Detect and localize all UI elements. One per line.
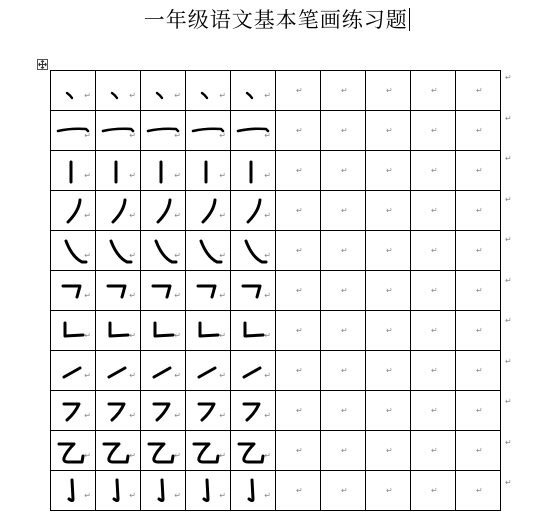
grid-row-hengpie <box>51 391 501 431</box>
paragraph-mark-icon: ↵ <box>219 491 226 500</box>
paragraph-mark-icon: ↵ <box>476 366 483 375</box>
empty-practice-cell[interactable] <box>276 431 321 471</box>
stroke-cell[interactable] <box>96 111 141 151</box>
empty-practice-cell[interactable] <box>366 111 411 151</box>
paragraph-mark-icon: ↵ <box>386 446 393 455</box>
stroke-cell[interactable] <box>186 111 231 151</box>
empty-practice-cell[interactable] <box>411 231 456 271</box>
document-title[interactable] <box>0 6 554 34</box>
stroke-cell[interactable] <box>186 351 231 391</box>
empty-practice-cell[interactable] <box>276 151 321 191</box>
stroke-cell[interactable] <box>231 191 276 231</box>
empty-practice-cell[interactable] <box>411 191 456 231</box>
empty-practice-cell[interactable] <box>321 471 366 511</box>
empty-practice-cell[interactable] <box>321 111 366 151</box>
stroke-cell[interactable] <box>231 471 276 511</box>
stroke-cell[interactable] <box>96 431 141 471</box>
empty-practice-cell[interactable] <box>456 311 501 351</box>
paragraph-mark-icon: ↵ <box>219 371 226 380</box>
empty-practice-cell[interactable] <box>456 71 501 111</box>
stroke-cell[interactable] <box>51 431 96 471</box>
stroke-cell[interactable] <box>231 151 276 191</box>
paragraph-mark-icon: ↵ <box>264 131 271 140</box>
empty-practice-cell[interactable] <box>321 431 366 471</box>
paragraph-mark-icon: ↵ <box>264 171 271 180</box>
paragraph-mark-icon: ↵ <box>264 251 271 260</box>
stroke-cell[interactable] <box>141 391 186 431</box>
empty-practice-cell[interactable] <box>456 151 501 191</box>
paragraph-mark-icon: ↵ <box>296 446 303 455</box>
paragraph-mark-icon: ↵ <box>264 411 271 420</box>
paragraph-mark-icon: ↵ <box>174 251 181 260</box>
empty-practice-cell[interactable] <box>276 231 321 271</box>
paragraph-mark-icon: ↵ <box>219 171 226 180</box>
stroke-cell[interactable] <box>141 311 186 351</box>
empty-practice-cell[interactable] <box>321 71 366 111</box>
paragraph-mark-icon: ↵ <box>129 91 136 100</box>
empty-practice-cell[interactable] <box>456 271 501 311</box>
end-of-row-mark-icon: ↵ <box>505 478 512 487</box>
empty-practice-cell[interactable] <box>411 351 456 391</box>
paragraph-mark-icon: ↵ <box>129 251 136 260</box>
paragraph-mark-icon: ↵ <box>296 286 303 295</box>
paragraph-mark-icon: ↵ <box>219 91 226 100</box>
empty-practice-cell[interactable] <box>366 471 411 511</box>
empty-practice-cell[interactable] <box>456 191 501 231</box>
empty-practice-cell[interactable] <box>321 391 366 431</box>
empty-practice-cell[interactable] <box>321 311 366 351</box>
paragraph-mark-icon: ↵ <box>431 486 438 495</box>
stroke-cell[interactable] <box>141 431 186 471</box>
end-of-row-mark-icon: ↵ <box>505 437 512 447</box>
stroke-cell[interactable] <box>96 271 141 311</box>
paragraph-mark-icon: ↵ <box>264 291 271 300</box>
table-move-handle-icon[interactable] <box>37 59 48 70</box>
empty-practice-cell[interactable] <box>411 151 456 191</box>
paragraph-mark-icon: ↵ <box>476 206 483 215</box>
stroke-cell[interactable] <box>51 311 96 351</box>
text-cursor <box>409 8 411 31</box>
stroke-cell[interactable] <box>96 391 141 431</box>
paragraph-mark-icon: ↵ <box>219 251 226 260</box>
empty-practice-cell[interactable] <box>366 351 411 391</box>
paragraph-mark-icon: ↵ <box>174 291 181 300</box>
paragraph-mark-icon: ↵ <box>129 371 136 380</box>
paragraph-mark-icon: ↵ <box>476 86 483 95</box>
paragraph-mark-icon: ↵ <box>476 446 483 455</box>
stroke-cell[interactable] <box>96 191 141 231</box>
paragraph-mark-icon: ↵ <box>476 486 483 495</box>
paragraph-mark-icon: ↵ <box>174 131 181 140</box>
stroke-cell[interactable] <box>231 231 276 271</box>
paragraph-mark-icon: ↵ <box>129 411 136 420</box>
paragraph-mark-icon: ↵ <box>431 126 438 135</box>
end-of-row-mark-icon: ↵ <box>505 397 512 406</box>
paragraph-mark-icon: ↵ <box>84 411 91 420</box>
paragraph-mark-icon: ↵ <box>84 291 91 300</box>
grid-row-dian <box>51 71 501 111</box>
paragraph-mark-icon: ↵ <box>129 171 136 180</box>
paragraph-mark-icon: ↵ <box>219 291 226 300</box>
paragraph-mark-icon: ↵ <box>296 246 303 255</box>
paragraph-mark-icon: ↵ <box>264 451 271 460</box>
paragraph-mark-icon: ↵ <box>431 406 438 415</box>
empty-practice-cell[interactable] <box>366 231 411 271</box>
paragraph-mark-icon: ↵ <box>84 251 91 260</box>
paragraph-mark-icon: ↵ <box>386 326 393 335</box>
paragraph-mark-icon: ↵ <box>341 246 348 255</box>
stroke-cell[interactable] <box>186 311 231 351</box>
stroke-cell[interactable] <box>231 391 276 431</box>
stroke-cell[interactable] <box>186 231 231 271</box>
stroke-cell[interactable] <box>96 231 141 271</box>
paragraph-mark-icon: ↵ <box>84 491 91 500</box>
stroke-cell[interactable] <box>231 271 276 311</box>
paragraph-mark-icon: ↵ <box>129 331 136 340</box>
paragraph-mark-icon: ↵ <box>476 166 483 175</box>
paragraph-mark-icon: ↵ <box>84 371 91 380</box>
paragraph-mark-icon: ↵ <box>476 126 483 135</box>
paragraph-mark-icon: ↵ <box>341 406 348 415</box>
paragraph-mark-icon: ↵ <box>386 406 393 415</box>
empty-practice-cell[interactable] <box>411 111 456 151</box>
paragraph-mark-icon: ↵ <box>296 166 303 175</box>
grid-row-shu <box>51 151 501 191</box>
paragraph-mark-icon: ↵ <box>386 286 393 295</box>
paragraph-mark-icon: ↵ <box>341 446 348 455</box>
stroke-cell[interactable] <box>186 71 231 111</box>
stroke-cell[interactable] <box>51 351 96 391</box>
stroke-cell[interactable] <box>51 391 96 431</box>
paragraph-mark-icon: ↵ <box>476 406 483 415</box>
empty-practice-cell[interactable] <box>456 431 501 471</box>
paragraph-mark-icon: ↵ <box>219 451 226 460</box>
paragraph-mark-icon: ↵ <box>264 491 271 500</box>
empty-practice-cell[interactable] <box>276 351 321 391</box>
stroke-cell[interactable] <box>141 471 186 511</box>
paragraph-mark-icon: ↵ <box>476 326 483 335</box>
stroke-cell[interactable] <box>186 391 231 431</box>
paragraph-mark-icon: ↵ <box>84 171 91 180</box>
grid-row-hengzhewangou <box>51 431 501 471</box>
stroke-cell[interactable] <box>96 471 141 511</box>
empty-practice-cell[interactable] <box>276 471 321 511</box>
empty-practice-cell[interactable] <box>366 71 411 111</box>
paragraph-mark-icon: ↵ <box>386 126 393 135</box>
empty-practice-cell[interactable] <box>366 431 411 471</box>
empty-practice-cell[interactable] <box>321 191 366 231</box>
paragraph-mark-icon: ↵ <box>476 286 483 295</box>
empty-practice-cell[interactable] <box>411 471 456 511</box>
paragraph-mark-icon: ↵ <box>174 91 181 100</box>
title-text: 一年级语文基本笔画练习题 <box>143 8 408 32</box>
paragraph-mark-icon: ↵ <box>219 411 226 420</box>
stroke-cell[interactable] <box>51 271 96 311</box>
empty-practice-cell[interactable] <box>411 431 456 471</box>
end-of-row-mark-icon: ↵ <box>505 235 512 244</box>
empty-practice-cell[interactable] <box>411 311 456 351</box>
grid-row-na <box>51 231 501 271</box>
stroke-cell[interactable] <box>141 271 186 311</box>
grid-row-heng <box>51 111 501 151</box>
empty-practice-cell[interactable] <box>276 271 321 311</box>
paragraph-mark-icon: ↵ <box>129 211 136 220</box>
stroke-cell[interactable] <box>51 231 96 271</box>
stroke-cell[interactable] <box>51 471 96 511</box>
end-of-row-mark-icon: ↵ <box>505 275 512 285</box>
stroke-cell[interactable] <box>141 351 186 391</box>
empty-practice-cell[interactable] <box>276 111 321 151</box>
empty-practice-cell[interactable] <box>411 391 456 431</box>
empty-practice-cell[interactable] <box>456 471 501 511</box>
paragraph-mark-icon: ↵ <box>386 366 393 375</box>
paragraph-mark-icon: ↵ <box>174 211 181 220</box>
paragraph-mark-icon: ↵ <box>296 86 303 95</box>
stroke-cell[interactable] <box>141 231 186 271</box>
paragraph-mark-icon: ↵ <box>174 331 181 340</box>
paragraph-mark-icon: ↵ <box>296 206 303 215</box>
empty-practice-cell[interactable] <box>321 151 366 191</box>
paragraph-mark-icon: ↵ <box>431 86 438 95</box>
paragraph-mark-icon: ↵ <box>129 131 136 140</box>
stroke-cell[interactable] <box>51 71 96 111</box>
paragraph-mark-icon: ↵ <box>341 486 348 495</box>
paragraph-mark-icon: ↵ <box>264 91 271 100</box>
stroke-cell[interactable] <box>231 431 276 471</box>
stroke-cell[interactable] <box>231 111 276 151</box>
empty-practice-cell[interactable] <box>456 351 501 391</box>
paragraph-mark-icon: ↵ <box>174 171 181 180</box>
stroke-cell[interactable] <box>231 351 276 391</box>
paragraph-mark-icon: ↵ <box>129 291 136 300</box>
stroke-cell[interactable] <box>141 151 186 191</box>
paragraph-mark-icon: ↵ <box>174 371 181 380</box>
end-of-row-mark-icon: ↵ <box>505 194 512 204</box>
paragraph-mark-icon: ↵ <box>264 371 271 380</box>
empty-practice-cell[interactable] <box>276 391 321 431</box>
end-of-row-mark-icon: ↵ <box>505 154 512 163</box>
stroke-cell[interactable] <box>186 151 231 191</box>
paragraph-mark-icon: ↵ <box>431 166 438 175</box>
paragraph-mark-icon: ↵ <box>296 366 303 375</box>
grid-row-hengzhe <box>51 271 501 311</box>
paragraph-mark-icon: ↵ <box>386 486 393 495</box>
empty-practice-cell[interactable] <box>366 311 411 351</box>
empty-practice-cell[interactable] <box>366 151 411 191</box>
paragraph-mark-icon: ↵ <box>476 246 483 255</box>
empty-practice-cell[interactable] <box>456 111 501 151</box>
paragraph-mark-icon: ↵ <box>264 211 271 220</box>
paragraph-mark-icon: ↵ <box>431 366 438 375</box>
paragraph-mark-icon: ↵ <box>296 406 303 415</box>
empty-practice-cell[interactable] <box>276 71 321 111</box>
stroke-cell[interactable] <box>231 311 276 351</box>
stroke-cell[interactable] <box>231 71 276 111</box>
end-of-row-mark-icon: ↵ <box>505 316 512 325</box>
paragraph-mark-icon: ↵ <box>386 206 393 215</box>
stroke-cell[interactable] <box>186 471 231 511</box>
stroke-cell[interactable] <box>96 311 141 351</box>
paragraph-mark-icon: ↵ <box>219 131 226 140</box>
paragraph-mark-icon: ↵ <box>431 246 438 255</box>
end-of-row-mark-icon: ↵ <box>505 113 512 123</box>
paragraph-mark-icon: ↵ <box>219 211 226 220</box>
empty-practice-cell[interactable] <box>456 391 501 431</box>
stroke-cell[interactable] <box>141 111 186 151</box>
paragraph-mark-icon: ↵ <box>386 246 393 255</box>
paragraph-mark-icon: ↵ <box>431 326 438 335</box>
empty-practice-cell[interactable] <box>321 271 366 311</box>
paragraph-mark-icon: ↵ <box>264 331 271 340</box>
empty-practice-cell[interactable] <box>276 191 321 231</box>
grid-row-pie <box>51 191 501 231</box>
paragraph-mark-icon: ↵ <box>296 326 303 335</box>
empty-practice-cell[interactable] <box>456 231 501 271</box>
empty-practice-cell[interactable] <box>411 71 456 111</box>
paragraph-mark-icon: ↵ <box>431 286 438 295</box>
stroke-cell[interactable] <box>51 111 96 151</box>
paragraph-mark-icon: ↵ <box>341 126 348 135</box>
grid-row-shuzhe <box>51 311 501 351</box>
empty-practice-cell[interactable] <box>321 351 366 391</box>
paragraph-mark-icon: ↵ <box>84 451 91 460</box>
empty-practice-cell[interactable] <box>366 271 411 311</box>
empty-practice-cell[interactable] <box>366 191 411 231</box>
paragraph-mark-icon: ↵ <box>431 446 438 455</box>
paragraph-mark-icon: ↵ <box>84 131 91 140</box>
stroke-cell[interactable] <box>186 271 231 311</box>
grid-row-shugou <box>51 471 501 511</box>
paragraph-mark-icon: ↵ <box>341 286 348 295</box>
paragraph-mark-icon: ↵ <box>431 206 438 215</box>
paragraph-mark-icon: ↵ <box>296 486 303 495</box>
paragraph-mark-icon: ↵ <box>386 166 393 175</box>
paragraph-mark-icon: ↵ <box>129 451 136 460</box>
paragraph-mark-icon: ↵ <box>341 86 348 95</box>
paragraph-mark-icon: ↵ <box>219 331 226 340</box>
stroke-cell[interactable] <box>186 431 231 471</box>
paragraph-mark-icon: ↵ <box>174 491 181 500</box>
paragraph-mark-icon: ↵ <box>341 166 348 175</box>
stroke-cell[interactable] <box>141 191 186 231</box>
empty-practice-cell[interactable] <box>366 391 411 431</box>
paragraph-mark-icon: ↵ <box>84 211 91 220</box>
stroke-cell[interactable] <box>141 71 186 111</box>
paragraph-mark-icon: ↵ <box>341 366 348 375</box>
empty-practice-cell[interactable] <box>411 271 456 311</box>
stroke-cell[interactable] <box>51 151 96 191</box>
stroke-cell[interactable] <box>96 151 141 191</box>
paragraph-mark-icon: ↵ <box>386 86 393 95</box>
paragraph-mark-icon: ↵ <box>341 326 348 335</box>
stroke-cell[interactable] <box>51 191 96 231</box>
stroke-cell[interactable] <box>96 351 141 391</box>
end-of-row-mark-icon: ↵ <box>505 73 512 82</box>
paragraph-mark-icon: ↵ <box>129 491 136 500</box>
stroke-cell[interactable] <box>96 71 141 111</box>
paragraph-mark-icon: ↵ <box>84 91 91 100</box>
paragraph-mark-icon: ↵ <box>84 331 91 340</box>
paragraph-mark-icon: ↵ <box>174 411 181 420</box>
paragraph-mark-icon: ↵ <box>341 206 348 215</box>
stroke-cell[interactable] <box>186 191 231 231</box>
grid-row-ti <box>51 351 501 391</box>
stroke-practice-grid <box>50 70 501 511</box>
empty-practice-cell[interactable] <box>321 231 366 271</box>
paragraph-mark-icon: ↵ <box>296 126 303 135</box>
end-of-row-mark-icon: ↵ <box>505 356 512 366</box>
paragraph-mark-icon: ↵ <box>174 451 181 460</box>
empty-practice-cell[interactable] <box>276 311 321 351</box>
